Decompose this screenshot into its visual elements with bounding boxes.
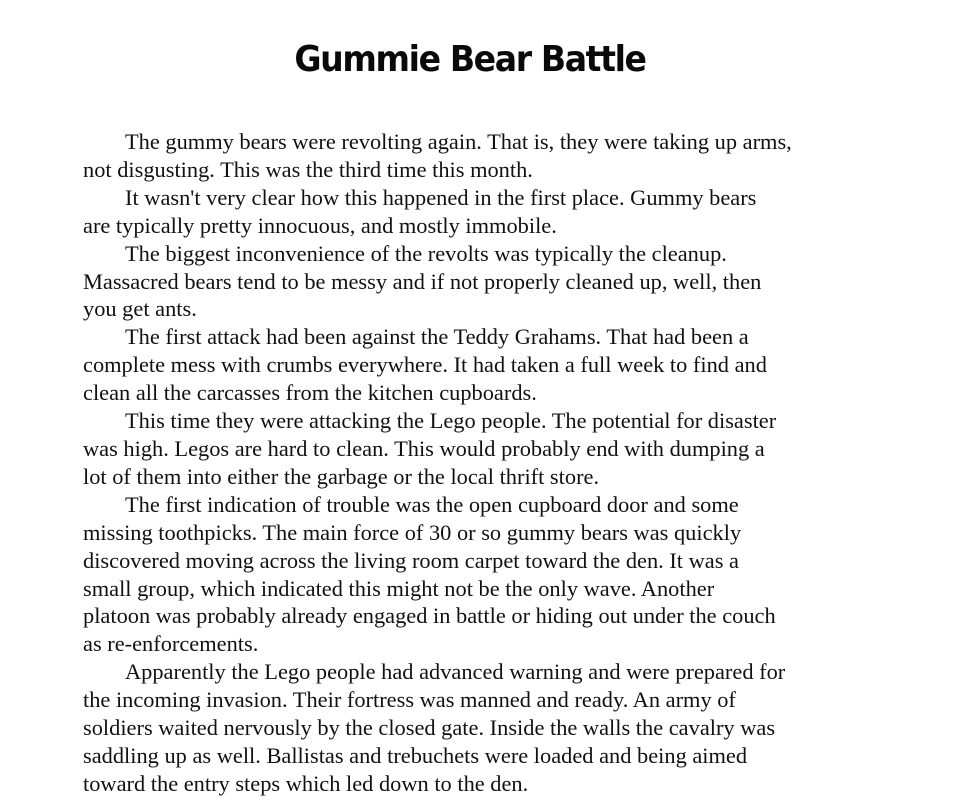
text-line: small group, which indicated this might not be the only wave. Another (83, 575, 715, 601)
text-line: lot of them into either the garbage or the local thrift store. (83, 463, 600, 489)
text-line: clean all the carcasses from the kitchen cupboards. (83, 380, 537, 406)
text-line: Apparently the Lego people had advanced warning and were prepared for (125, 659, 786, 685)
text-line: It wasn't very clear how this happened in the first place. Gummy bears (125, 184, 757, 210)
text-line: complete mess with crumbs everywhere. It had taken a full week to find and (83, 352, 767, 378)
paragraph (83, 240, 883, 324)
text-line: are typically pretty innocuous, and mostly immobile. (83, 212, 557, 238)
text-line: you get ants. (83, 296, 197, 322)
text-line: The first indication of trouble was the open cupboard door and some (125, 491, 739, 517)
text-line: The gummy bears were revolting again. That is, they were taking up arms, (125, 129, 792, 154)
text-line: as re-enforcements. (83, 631, 259, 657)
text-line: platoon was probably already engaged in battle or hiding out under the couch (83, 603, 776, 629)
paragraph (83, 491, 883, 658)
text-line: Massacred bears tend to be messy and if not properly cleaned up, well, then (83, 268, 762, 294)
paragraph (83, 407, 883, 491)
text-line: saddling up as well. Ballistas and trebuchets were loaded and being aimed (83, 742, 748, 768)
text-line: not disgusting. This was the third time this month. (83, 156, 533, 182)
text-line: the incoming invasion. Their fortress was manned and ready. An army of (83, 687, 736, 713)
text-line: The biggest inconvenience of the revolts was typically the cleanup. (125, 240, 727, 266)
paragraph (83, 323, 883, 407)
text-line: was high. Legos are hard to clean. This would probably end with dumping a (83, 435, 765, 461)
paragraph (83, 128, 883, 184)
text-line: The first attack had been against the Teddy Grahams. That had been a (125, 324, 749, 350)
text-line: discovered moving across the living room carpet toward the den. It was a (83, 547, 739, 573)
text-line: missing toothpicks. The main force of 30 or so gummy bears was quickly (83, 519, 742, 545)
paragraph (83, 184, 883, 240)
document-title: Gummie Bear Battle (294, 39, 646, 80)
text-line: soldiers waited nervously by the closed gate. Inside the walls the cavalry was (83, 715, 776, 741)
paragraph (83, 658, 883, 798)
text-line: This time they were attacking the Lego people. The potential for disaster (125, 408, 777, 434)
document-body (83, 128, 883, 798)
text-line: toward the entry steps which led down to the den. (83, 770, 529, 796)
